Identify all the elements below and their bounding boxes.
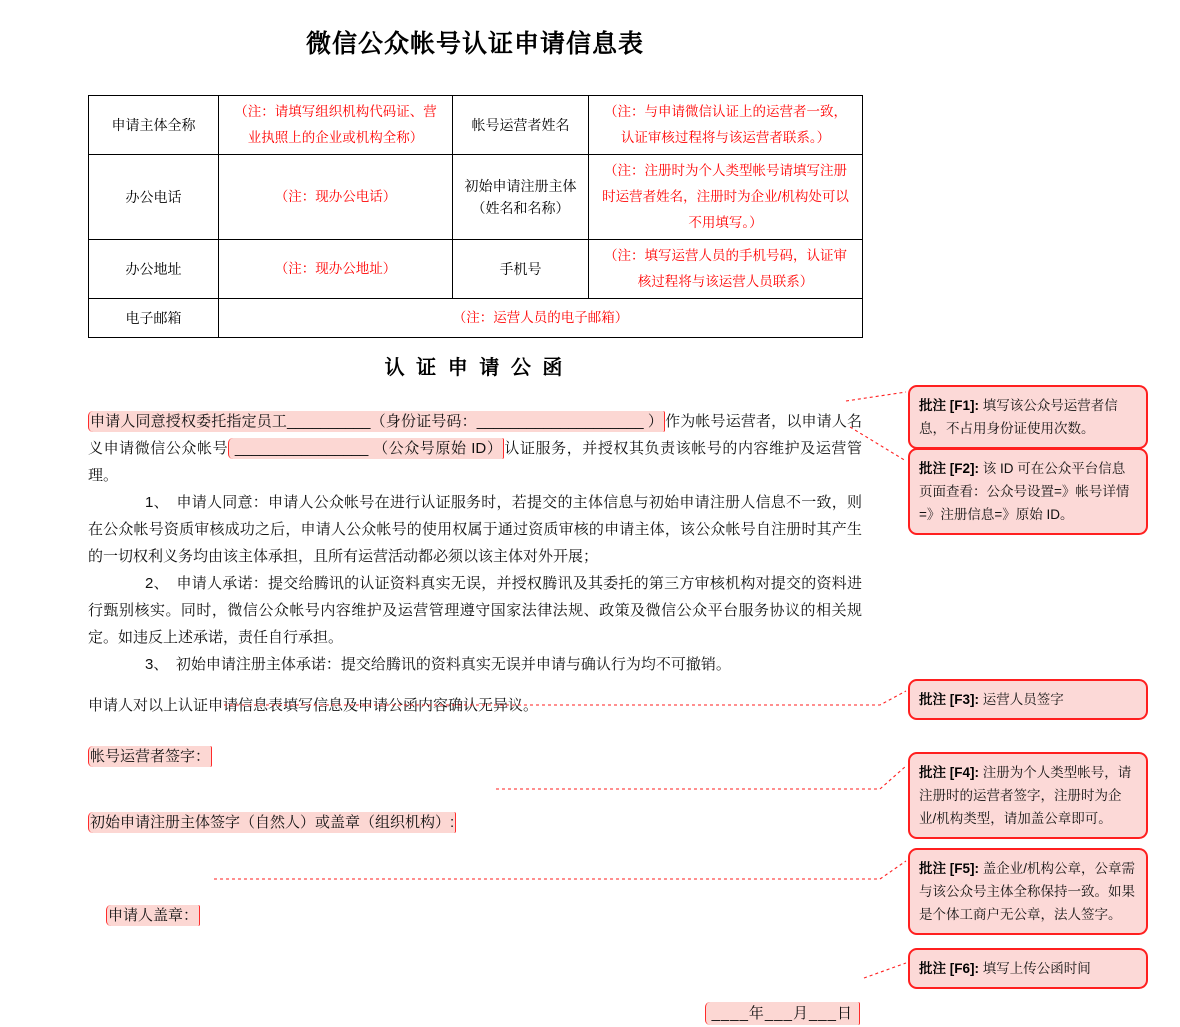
comment-connector-f6 — [864, 963, 906, 978]
comment-id: 批注 [F1]: — [919, 398, 979, 413]
comment-balloon-f6[interactable] — [908, 948, 1148, 989]
intro-text-2: 认证服务，并授权其负责该帐号的内容维护及运营管理。 — [88, 440, 862, 484]
comment-id: 批注 [F6]: — [919, 961, 979, 976]
comment-text: 填写该公众号运营者信息，不占用身份证使用次数。 — [919, 398, 1118, 436]
table-row — [89, 240, 863, 299]
comment-text: 盖企业/机构公章，公章需与该公众号主体全称保持一致。如果是个体工商户无公章，法人签字。 — [919, 861, 1136, 922]
field-note-operator-name: （注：与申请微信认证上的运营者一致，认证审核过程将与该运营者联系。） — [589, 96, 863, 155]
comment-balloon-f5[interactable] — [908, 848, 1148, 935]
comment-id: 批注 [F3]: — [919, 692, 979, 707]
intro-text-1: 作为帐号运营者，以申请人名义申请微信公众帐号 — [88, 413, 862, 457]
field-label-initial-subject — [453, 155, 589, 240]
field-note-subject-name: （注：请填写组织机构代码证、营业执照上的企业或机构全称） — [219, 96, 453, 155]
clause-2: 2、 申请人承诺：提交给腾讯的认证资料真实无误，并授权腾讯及其委托的第三方审核机构对提交的资料进行甄别核实。同时，微信公众帐号内容维护及运营管理遵守国家法律法规、政策及微信公众平台服务协议的相关规定。如违反上述承诺，责任自行承担。 — [88, 575, 862, 646]
field-note-initial-subject: （注：注册时为个人类型帐号请填写注册时运营者姓名，注册时为企业/机构处可以不用填写。） — [589, 155, 863, 240]
table-row — [89, 299, 863, 338]
field-label-subject-name: 申请主体全称 — [89, 96, 219, 155]
letter-heading: 认 证 申 请 公 函 — [384, 357, 566, 379]
applicant-seal-label[interactable]: 申请人盖章： — [108, 907, 199, 924]
comment-balloon-f1[interactable] — [908, 385, 1148, 449]
initial-subject-signature-label[interactable]: 初始申请注册主体签字（自然人）或盖章（组织机构）: — [90, 814, 455, 831]
comment-id: 批注 [F5]: — [919, 861, 979, 876]
comment-text: 运营人员签字 — [982, 692, 1064, 707]
field-label-email: 电子邮箱 — [89, 299, 219, 338]
letter-intro-paragraph — [88, 408, 862, 489]
clause-3: 3、 初始申请注册主体承诺：提交给腾讯的资料真实无误并申请与确认行为均不可撤销。 — [145, 656, 731, 673]
document-body — [88, 0, 862, 1027]
applicant-seal-row — [88, 902, 862, 929]
table-row — [89, 155, 863, 240]
comment-id: 批注 [F2]: — [919, 461, 979, 476]
clause-1: 1、 申请人同意：申请人公众帐号在进行认证服务时，若提交的主体信息与初始申请注册人信息不一致，则在公众帐号资质审核成功之后，申请人公众帐号的使用权属于通过资质审核的申请主体，该公众帐号自注册时其产生的一切权利义务均由该主体承担，且所有运营活动都必须以该主体对外开展； — [88, 494, 862, 565]
field-label-initial-subject-line2: （姓名和名称） — [471, 200, 570, 216]
initial-subject-signature-row — [88, 809, 862, 836]
field-note-office-phone: （注：现办公电话） — [219, 155, 453, 240]
field-label-operator-name: 帐号运营者姓名 — [453, 96, 589, 155]
comment-balloon-f3[interactable] — [908, 679, 1148, 720]
field-note-email: （注：运营人员的电子邮箱） — [219, 299, 863, 338]
operator-signature-label[interactable]: 帐号运营者签字： — [90, 748, 211, 765]
comment-balloon-f2[interactable] — [908, 448, 1148, 535]
table-row — [89, 96, 863, 155]
comment-balloon-f4[interactable] — [908, 752, 1148, 839]
field-label-office-address: 办公地址 — [89, 240, 219, 299]
operator-name-id-blank[interactable]: 申请人同意授权委托指定员工__________（身份证号码：____________________ ） — [90, 413, 664, 430]
field-note-mobile: （注：填写运营人员的手机号码，认证审核过程将与该运营人员联系） — [589, 240, 863, 299]
account-original-id-blank[interactable]: ________________ （公众号原始 ID） — [230, 440, 503, 457]
date-blank[interactable]: ____年___月___日 — [705, 1002, 860, 1025]
comment-text: 注册为个人类型帐号，请注册时的运营者签字，注册时为企业/机构类型，请加盖公章即可。 — [919, 765, 1132, 826]
confirmation-statement: 申请人对以上认证申请信息表填写信息及申请公函内容确认无异议。 — [88, 697, 539, 714]
document-title: 微信公众帐号认证申请信息表 — [305, 30, 644, 58]
field-label-initial-subject-line1: 初始申请注册主体 — [464, 178, 577, 194]
field-note-office-address: （注：现办公地址） — [219, 240, 453, 299]
field-label-office-phone: 办公电话 — [89, 155, 219, 240]
field-label-mobile: 手机号 — [453, 240, 589, 299]
comment-id: 批注 [F4]: — [919, 765, 979, 780]
operator-signature-row — [88, 743, 862, 770]
comment-text: 该 ID 可在公众平台信息页面查看：公众号设置=》帐号详情=》注册信息=》原始 ID。 — [919, 461, 1130, 522]
application-info-table — [88, 95, 863, 338]
comment-text: 填写上传公函时间 — [982, 961, 1091, 976]
